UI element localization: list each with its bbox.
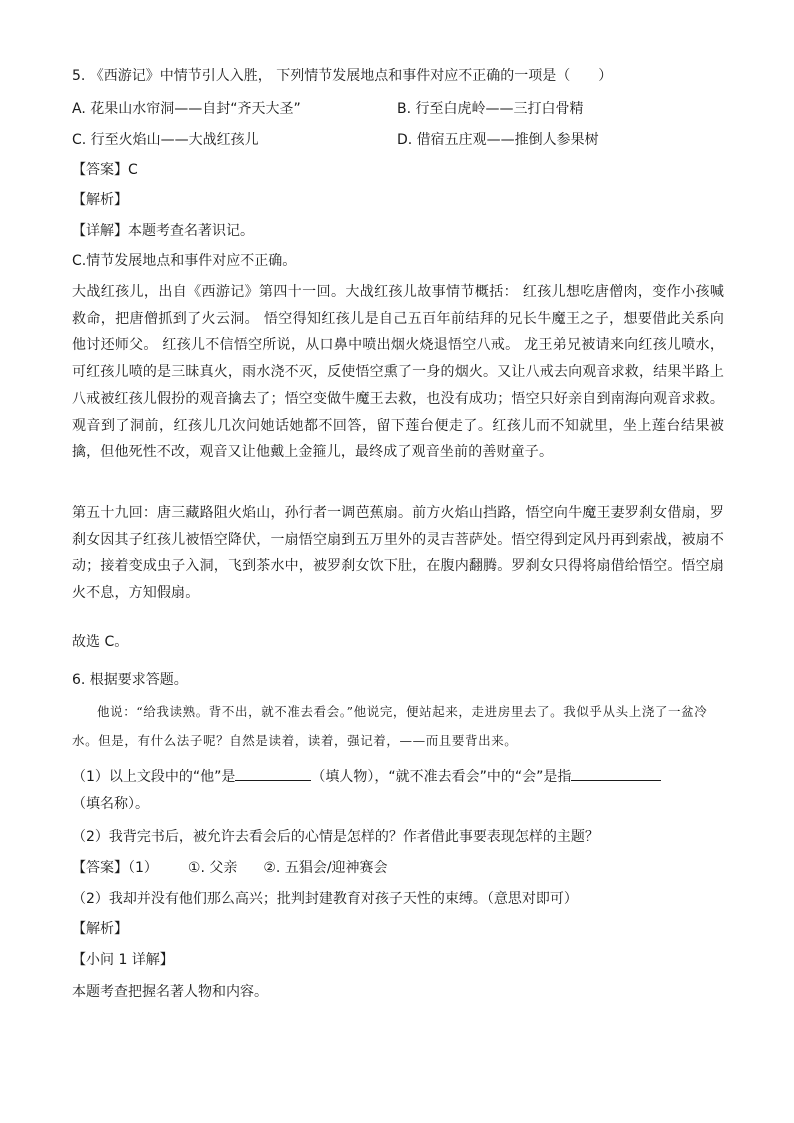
detail-text: 本题考查名著识记。 (128, 223, 254, 239)
question-6-stem: 6. 根据要求答题。 (72, 672, 188, 688)
question-5-stem: 5. 《西游记》中情节引人入胜， 下列情节发展地点和事件对应不正确的一项是（ ） (72, 68, 613, 84)
sub-question-2: （2）我背完书后，被允许去看会后的心情是怎样的？作者借此事要表现怎样的主题？ (72, 829, 599, 845)
sub-question-1-end: （填名称）。 (72, 796, 149, 812)
sub-question-1 (72, 765, 722, 787)
answer-line (72, 160, 722, 180)
conclusion: 故选 C。 (72, 634, 129, 650)
option-d: D. 借宿五庄观——推倒人参果树 (397, 132, 599, 148)
answer-1-item-2: ②. 五猖会/迎神赛会 (263, 860, 388, 876)
sub-question-1-part-a: （1）以上文段中的“他”是 (72, 769, 236, 785)
answer-line-q6 (72, 858, 722, 878)
analysis-tag: 【解析】 (72, 192, 128, 208)
fill-blank-2[interactable] (571, 765, 661, 781)
option-c: C. 行至火焰山——大战红孩儿 (72, 132, 259, 148)
plot-paragraph-2: 第五十九回：唐三藏路阻火焰山，孙行者一调芭蕉扇。前方火焰山挡路，悟空向牛魔王妻罗刹女借扇，罗刹女因其子红孩儿被悟空降伏，一扇悟空扇到五万里外的灵吉菩萨处。悟空得到定风丹再到索战，被扇不动；接着变成虫子入洞，飞到茶水中，被罗刹女饮下肚，在腹内翻腾。罗刹女只得将扇借给悟空。悟空扇火不息，方知假扇。 (72, 505, 724, 602)
sub-detail-text: 本题考查把握名著人物和内容。 (72, 984, 268, 1000)
detail-line (72, 221, 722, 241)
analysis-tag-q6: 【解析】 (72, 921, 128, 937)
quoted-passage: 他说：“给我读熟。背不出，就不准去看会。”他说完，便站起来，走进房里去了。我似乎从头上浇了一盆冷水。但是，有什么法子呢？自然是读着，读着，强记着，——而且要背出来。 (72, 704, 708, 748)
option-c-note: C.情节发展地点和事件对应不正确。 (72, 253, 297, 269)
option-b: B. 行至白虎岭——三打白骨精 (397, 101, 584, 117)
plot-paragraph-1: 大战红孩儿，出自《西游记》第四十一回。大战红孩儿故事情节概括： 红孩儿想吃唐僧肉，变作小孩喊救命，把唐僧抓到了火云洞。 悟空得知红孩儿是自己五百年前结拜的兄长牛魔王之子，想要借此关系向他讨还师父。 红孩儿不信悟空所说，从口鼻中喷出烟火烧退悟空八戒。 龙王弟兄被请来向红孩儿喷水，可红孩儿喷的是三昧真火，雨水浇不灭，反使悟空熏了一身的烟火。又让八戒去向观音求救，结果半路上八戒被红孩儿假扮的观音擒去了；悟空变做牛魔王去救，也没有成功；悟空只好亲自到南海向观音求救。观音到了洞前，红孩儿几次问她话她都不回答，留下莲台便走了。红孩儿而不知就里，坐上莲台结果被擒，但他死性不改，观音又让他戴上金箍儿，最终成了观音坐前的善财童子。 (72, 284, 724, 461)
answer-1-prefix: （1） (128, 860, 158, 876)
option-a: A. 花果山水帘洞——自封“齐天大圣” (72, 101, 301, 117)
answer-1-item-1: ①. 父亲 (187, 860, 238, 876)
detail-tag: 【详解】 (72, 223, 128, 239)
fill-blank-1[interactable] (235, 765, 311, 781)
answer-tag: 【答案】 (72, 162, 128, 178)
answer-2: （2）我却并没有他们那么高兴；批判封建教育对孩子天性的束缚。（意思对即可） (72, 891, 578, 907)
answer-tag-q6: 【答案】 (72, 860, 128, 876)
answer-value: C (128, 162, 138, 178)
sub-detail-tag: 【小问 1 详解】 (72, 952, 174, 968)
sub-question-1-part-b: （填人物），“就不准去看会”中的“会”是指 (311, 769, 572, 785)
